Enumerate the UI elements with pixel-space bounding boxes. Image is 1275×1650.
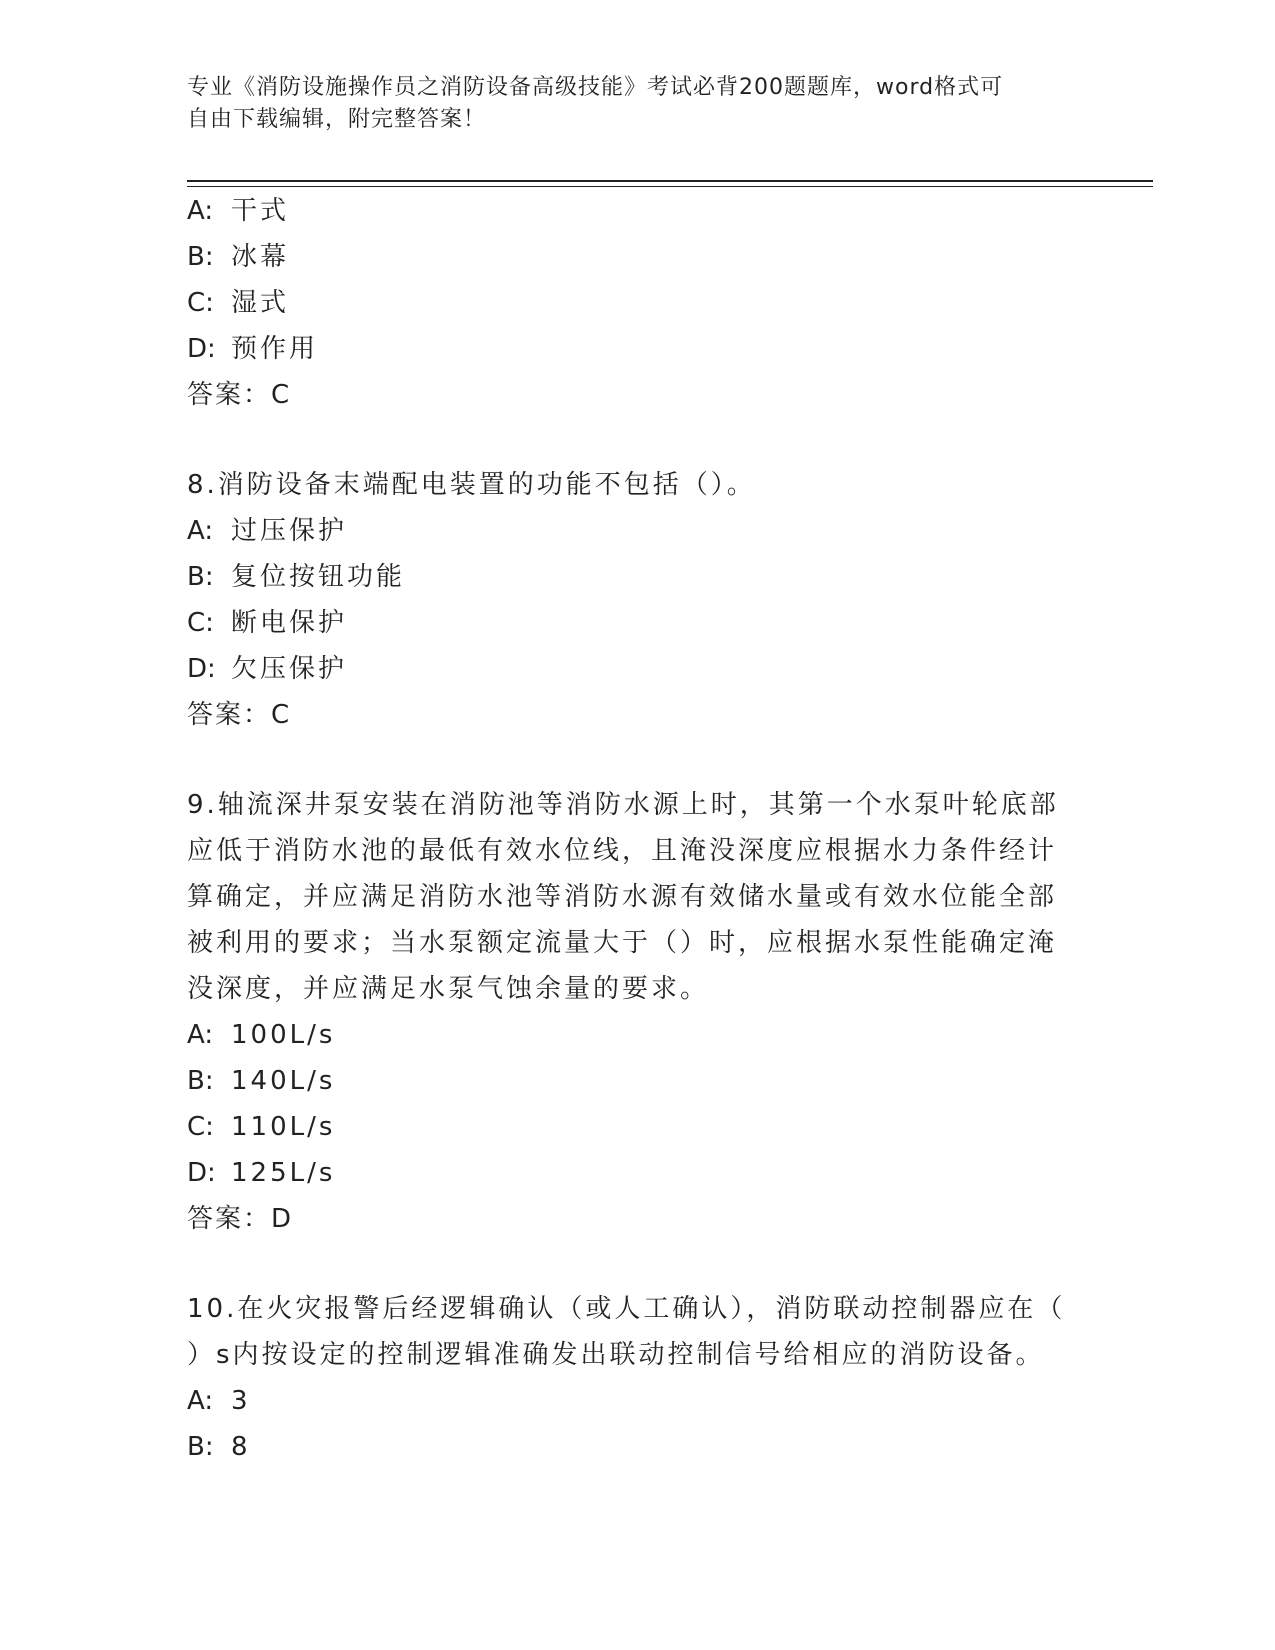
- header-line-1: 专业《消防设施操作员之消防设备高级技能》考试必背200题题库，word格式可: [187, 75, 1004, 100]
- option-letter: A:: [187, 1020, 214, 1050]
- answer-value: C: [271, 700, 292, 730]
- question-9: [187, 782, 1087, 1242]
- option-text: 断电保护: [231, 608, 348, 638]
- option-letter: D:: [187, 654, 216, 684]
- answer-value: C: [271, 380, 292, 410]
- answer-value: D: [271, 1204, 294, 1234]
- document-header: [187, 72, 1067, 136]
- option-letter: C:: [187, 608, 214, 638]
- question-10: [187, 1286, 1087, 1470]
- option-text: 过压保护: [231, 516, 348, 546]
- option-d: [187, 326, 1087, 372]
- option-text: 预作用: [231, 334, 319, 364]
- option-letter: B:: [187, 1432, 214, 1462]
- option-b: [187, 234, 1087, 280]
- option-letter: C:: [187, 1112, 214, 1142]
- stem-line: 10.在火灾报警后经逻辑确认（或人工确认），消防联动控制器应在（: [187, 1294, 1066, 1324]
- option-b: [187, 554, 1087, 600]
- option-text: 110L/s: [231, 1112, 336, 1142]
- option-text: 干式: [231, 196, 290, 226]
- option-d: [187, 646, 1087, 692]
- header-rule-thick: [187, 180, 1153, 182]
- header-rule-thin: [187, 186, 1153, 187]
- spacer: [187, 1242, 1087, 1286]
- option-a: [187, 188, 1087, 234]
- answer-label: 答案：: [187, 380, 272, 410]
- option-text: 欠压保护: [231, 654, 348, 684]
- option-c: [187, 600, 1087, 646]
- option-c: [187, 1104, 1087, 1150]
- option-letter: D:: [187, 1158, 216, 1188]
- answer-label: 答案：: [187, 1204, 272, 1234]
- spacer: [187, 418, 1087, 462]
- option-text: 3: [231, 1386, 251, 1416]
- option-text: 冰幕: [231, 242, 290, 272]
- option-letter: A:: [187, 1386, 214, 1416]
- stem-line: 应低于消防水池的最低有效水位线，且淹没深度应根据水力条件经计: [187, 836, 1058, 866]
- spacer: [187, 738, 1087, 782]
- option-text: 8: [231, 1432, 251, 1462]
- question-stem: [187, 782, 1087, 1012]
- stem-line: 没深度，并应满足水泵气蚀余量的要求。: [187, 974, 710, 1004]
- stem-line: 9.轴流深井泵安装在消防池等消防水源上时，其第一个水泵叶轮底部: [187, 790, 1059, 820]
- header-line-2: 自由下载编辑，附完整答案！: [187, 107, 487, 132]
- option-text: 复位按钮功能: [231, 562, 406, 592]
- question-7: [187, 188, 1087, 418]
- option-text: 140L/s: [231, 1066, 336, 1096]
- option-text: 湿式: [231, 288, 290, 318]
- stem-line: 被利用的要求；当水泵额定流量大于（）时，应根据水泵性能确定淹: [187, 928, 1058, 958]
- option-a: [187, 508, 1087, 554]
- option-letter: C:: [187, 288, 214, 318]
- option-letter: A:: [187, 516, 214, 546]
- answer-label: 答案：: [187, 700, 272, 730]
- question-stem: [187, 1286, 1087, 1378]
- option-text: 125L/s: [231, 1158, 336, 1188]
- question-content: [187, 188, 1087, 1470]
- question-stem: 8.消防设备末端配电装置的功能不包括（）。: [187, 470, 756, 500]
- option-d: [187, 1150, 1087, 1196]
- option-letter: D:: [187, 334, 216, 364]
- question-8: [187, 462, 1087, 738]
- option-a: [187, 1378, 1087, 1424]
- answer-line: [187, 692, 1087, 738]
- answer-line: [187, 372, 1087, 418]
- answer-line: [187, 1196, 1087, 1242]
- option-c: [187, 280, 1087, 326]
- option-letter: A:: [187, 196, 214, 226]
- stem-line: ）s内按设定的控制逻辑准确发出联动控制信号给相应的消防设备。: [187, 1340, 1045, 1370]
- option-b: [187, 1424, 1087, 1470]
- stem-line: 算确定，并应满足消防水池等消防水源有效储水量或有效水位能全部: [187, 882, 1058, 912]
- option-letter: B:: [187, 1066, 214, 1096]
- option-b: [187, 1058, 1087, 1104]
- option-a: [187, 1012, 1087, 1058]
- option-letter: B:: [187, 242, 214, 272]
- option-letter: B:: [187, 562, 214, 592]
- option-text: 100L/s: [231, 1020, 336, 1050]
